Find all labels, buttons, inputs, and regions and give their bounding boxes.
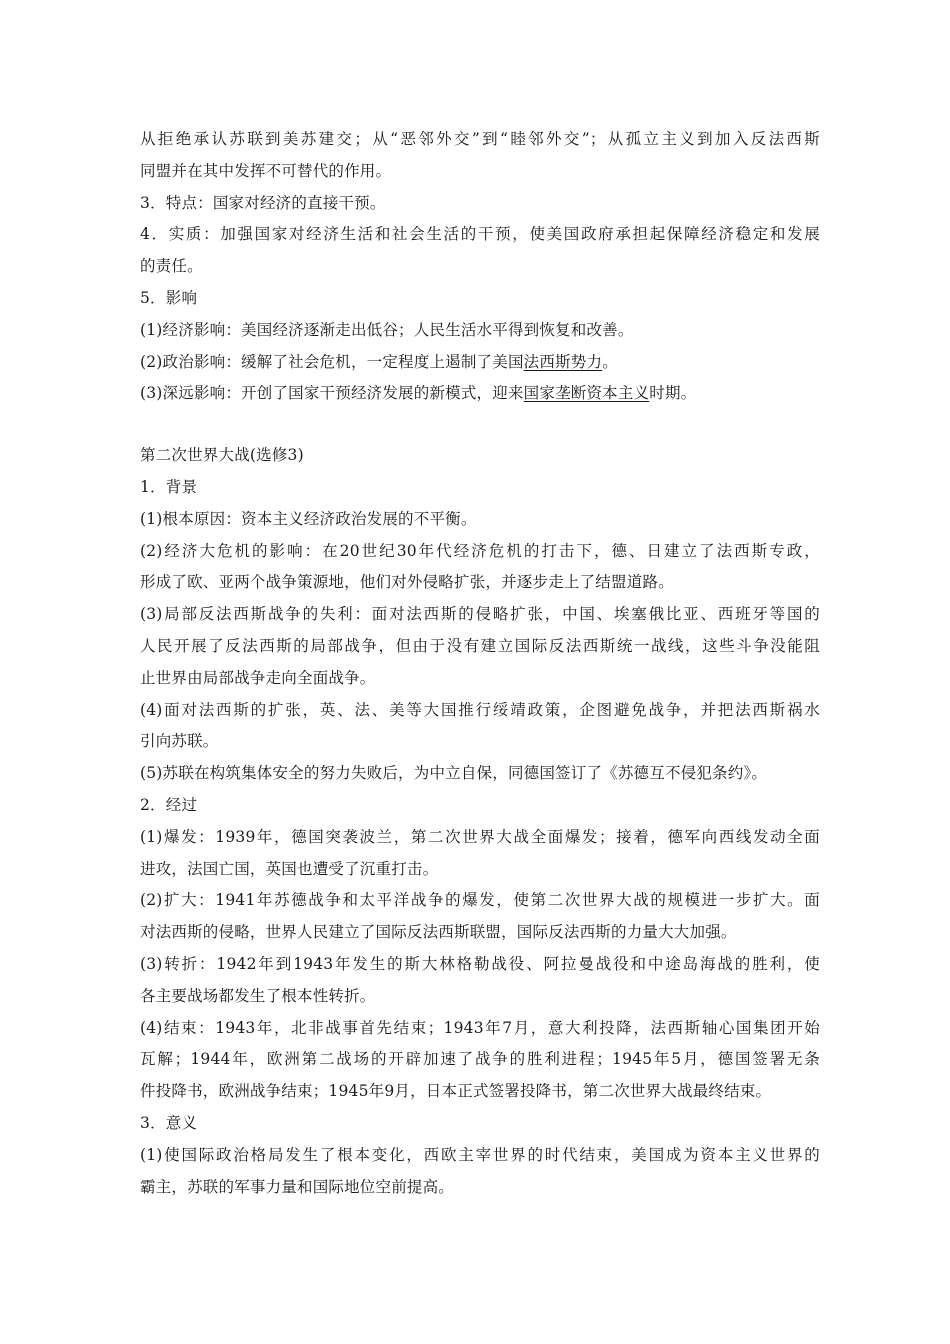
list-item: (1)爆发：1939年，德国突袭波兰，第二次世界大战全面爆发；接着，德军向西线发动全面: [140, 827, 820, 846]
section-title: 第二次世界大战(选修3): [140, 446, 304, 465]
list-heading-course: 2．经过: [140, 795, 198, 814]
list-item: (1)使国际政治格局发生了根本变化，西欧主宰世界的时代结束，美国成为资本主义世界的: [140, 1145, 820, 1164]
list-item: (5)苏联在构筑集体安全的努力失败后，为中立自保，同德国签订了《苏德互不侵犯条约》。: [140, 764, 768, 783]
paragraph-line: 瓦解；1944年，欧洲第二战场的开辟加速了战争的胜利进程；1945年5月，德国签署无条: [140, 1050, 820, 1069]
document-page: [140, 124, 820, 1203]
paragraph-line: 进攻，法国亡国，英国也遭受了沉重打击。: [140, 859, 439, 878]
list-item: (2)经济大危机的影响：在20世纪30年代经济危机的打击下，德、日建立了法西斯专政，: [140, 541, 820, 560]
list-item-essence: 4．实质：加强国家对经济生活和社会生活的干预，使美国政府承担起保障经济稳定和发展: [140, 225, 820, 244]
list-item-longterm-impact: [140, 378, 820, 410]
list-item-characteristic: 3．特点：国家对经济的直接干预。: [140, 193, 386, 212]
text-span: 时期。: [649, 384, 697, 403]
list-item-economic-impact: (1)经济影响：美国经济逐渐走出低谷；人民生活水平得到恢复和改善。: [140, 320, 634, 339]
list-item: (4)结束：1943年，北非战事首先结束；1943年7月，意大利投降，法西斯轴心国集团开始: [140, 1018, 820, 1037]
list-heading-background: 1．背景: [140, 477, 198, 496]
list-heading-significance: 3．意义: [140, 1113, 198, 1132]
paragraph-line: 形成了欧、亚两个战争策源地，他们对外侵略扩张，并逐步走上了结盟道路。: [140, 573, 674, 592]
text-span: (3)深远影响：开创了国家干预经济发展的新模式，迎来: [140, 384, 524, 403]
paragraph-line: 件投降书，欧洲战争结束；1945年9月，日本正式签署投降书，第二次世界大战最终结束。: [140, 1082, 772, 1101]
underlined-term: 法西斯势力: [523, 352, 603, 371]
list-item: (3)转折：1942年到1943年发生的斯大林格勒战役、阿拉曼战役和中途岛海战的胜利，使: [140, 954, 820, 973]
list-heading-impact: 5．影响: [140, 288, 198, 307]
list-item-political-impact: [140, 347, 820, 379]
paragraph-line: 从拒绝承认苏联到美苏建交；从“恶邻外交”到“睦邻外交”；从孤立主义到加入反法西斯: [140, 130, 820, 148]
paragraph-line: 霸主，苏联的军事力量和国际地位空前提高。: [140, 1177, 455, 1196]
list-item: (3)局部反法西斯战争的失利：面对法西斯的侵略扩张，中国、埃塞俄比亚、西班牙等国的: [140, 605, 820, 624]
paragraph-line: 止世界由局部战争走向全面战争。: [140, 668, 376, 687]
paragraph-line: 同盟并在其中发挥不可替代的作用。: [140, 161, 392, 180]
list-item: (1)根本原因：资本主义经济政治发展的不平衡。: [140, 509, 477, 528]
text-span: (2)政治影响：缓解了社会危机，一定程度上遏制了美国: [140, 352, 524, 371]
paragraph-line: 人民开展了反法西斯的局部战争，但由于没有建立国际反法西斯统一战线，这些斗争没能阻: [140, 636, 820, 655]
paragraph-line: 对法西斯的侵略，世界人民建立了国际反法西斯联盟，国际反法西斯的力量大大加强。: [140, 923, 737, 942]
list-item: (4)面对法西斯的扩张，英、法、美等大国推行绥靖政策，企图避免战争，并把法西斯祸水: [140, 700, 820, 719]
paragraph-line: 的责任。: [140, 257, 203, 276]
underlined-term: 国家垄断资本主义: [523, 384, 650, 403]
section-gap: [140, 410, 820, 440]
list-item: (2)扩大：1941年苏德战争和太平洋战争的爆发，使第二次世界大战的规模进一步扩大。面: [140, 891, 820, 910]
paragraph-line: 各主要战场都发生了根本性转折。: [140, 986, 376, 1005]
text-span: 。: [602, 352, 618, 371]
paragraph-line: 引向苏联。: [140, 732, 219, 751]
